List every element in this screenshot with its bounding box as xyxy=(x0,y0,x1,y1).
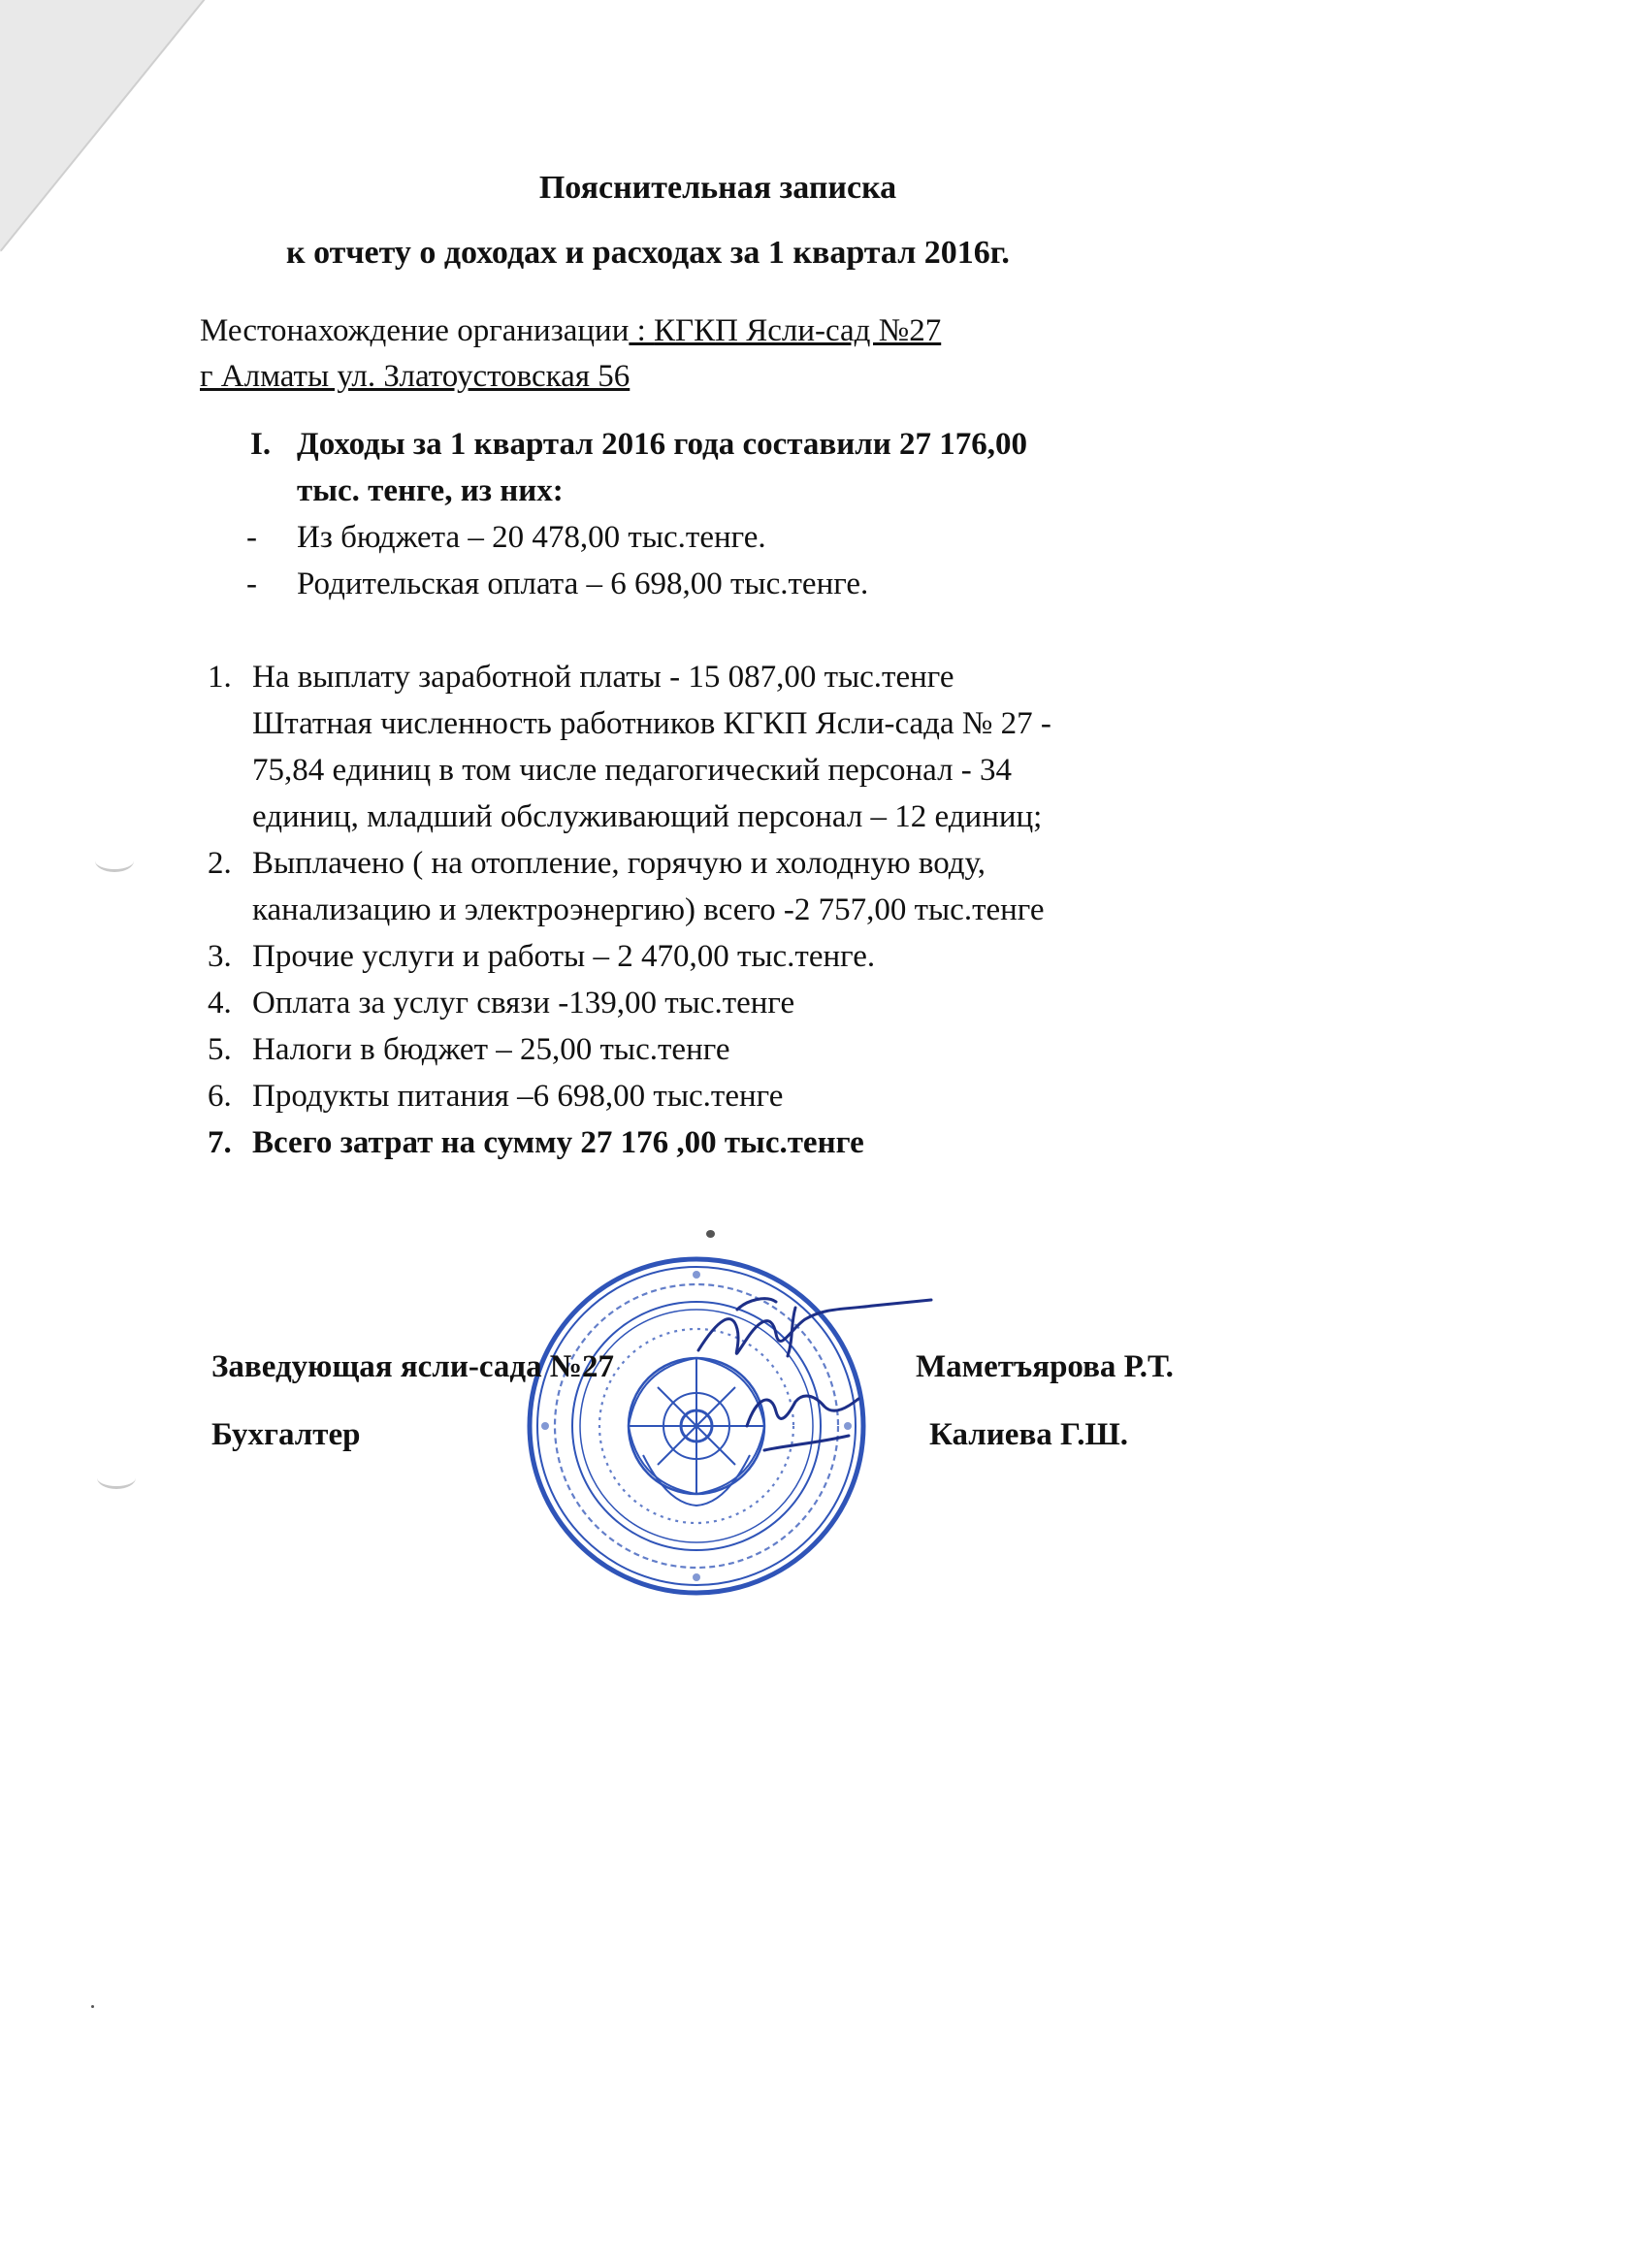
expense-number: 1. xyxy=(208,660,232,695)
income-section xyxy=(246,421,1027,607)
head-title: Заведующая ясли-сада №27 xyxy=(211,1349,614,1384)
expense-number: 3. xyxy=(208,939,232,974)
ink-speck xyxy=(706,1230,715,1238)
expense-line: Налоги в бюджет – 25,00 тыс.тенге xyxy=(252,1032,730,1067)
income-heading xyxy=(250,421,1027,468)
expense-item xyxy=(208,1026,1051,1073)
income-item-dash: - xyxy=(246,567,257,601)
hole-punch-mark xyxy=(97,1467,136,1489)
location-label: Местонахождение организации xyxy=(200,313,630,348)
expense-line: 75,84 единиц в том числе педагогический персонал - 34 xyxy=(252,753,1013,788)
expenses-list xyxy=(208,654,1051,1166)
income-item xyxy=(246,561,1027,607)
handwritten-signature-icon xyxy=(679,1280,941,1484)
expense-item xyxy=(208,980,1051,1026)
location-line xyxy=(200,308,941,354)
income-heading-line2: тыс. тенге, из них: xyxy=(297,473,564,508)
document-subtitle: к отчету о доходах и расходах за 1 квартал 2016г. xyxy=(286,235,1010,271)
income-item-text: Из бюджета – 20 478,00 тыс.тенге. xyxy=(297,520,766,555)
expense-number: 4. xyxy=(208,986,232,1021)
expense-line: Штатная численность работников КГКП Ясли-сада № 27 - xyxy=(252,706,1051,741)
expense-number: 5. xyxy=(208,1032,232,1067)
accountant-name: Калиева Г.Ш. xyxy=(929,1417,1129,1452)
location-colon: : xyxy=(629,313,655,348)
ink-speck xyxy=(91,2005,94,2008)
expense-line: Прочие услуги и работы – 2 470,00 тыс.тенге. xyxy=(252,939,876,974)
expense-total xyxy=(208,1119,1051,1166)
location-block xyxy=(200,308,941,400)
expense-line: На выплату заработной платы - 15 087,00 тыс.тенге xyxy=(252,660,954,695)
hole-punch-mark xyxy=(95,850,134,872)
expense-line: Продукты питания –6 698,00 тыс.тенге xyxy=(252,1079,784,1114)
head-name: Маметъярова Р.Т. xyxy=(916,1349,1174,1384)
expense-item xyxy=(208,933,1051,980)
income-heading-line1: Доходы за 1 квартал 2016 года составили 27 176,00 xyxy=(297,427,1027,462)
expense-item xyxy=(208,654,1051,700)
expense-number: 6. xyxy=(208,1079,232,1114)
expense-total-line: Всего затрат на сумму 27 176 ,00 тыс.тенге xyxy=(252,1125,864,1160)
income-item xyxy=(246,514,1027,561)
organization-address: г Алматы ул. Златоустовская 56 xyxy=(200,359,630,394)
document-title: Пояснительная записка xyxy=(538,170,897,206)
income-item-dash: - xyxy=(246,520,257,555)
organization-name: КГКП Ясли-сад №27 xyxy=(654,313,942,348)
accountant-title: Бухгалтер xyxy=(211,1417,361,1452)
expense-number: 2. xyxy=(208,846,232,881)
expense-line: Выплачено ( на отопление, горячую и холодную воду, xyxy=(252,846,986,881)
expense-line: единиц, младший обслуживающий персонал – 12 единиц; xyxy=(252,799,1043,834)
expense-line: Оплата за услуг связи -139,00 тыс.тенге xyxy=(252,986,795,1021)
expense-item xyxy=(208,1073,1051,1119)
expense-line: канализацию и электроэнергию) всего -2 757,00 тыс.тенге xyxy=(252,892,1045,927)
income-item-text: Родительская оплата – 6 698,00 тыс.тенге. xyxy=(297,567,869,601)
expense-item xyxy=(208,840,1051,887)
expense-number: 7. xyxy=(208,1125,232,1160)
income-number: I. xyxy=(250,427,272,462)
